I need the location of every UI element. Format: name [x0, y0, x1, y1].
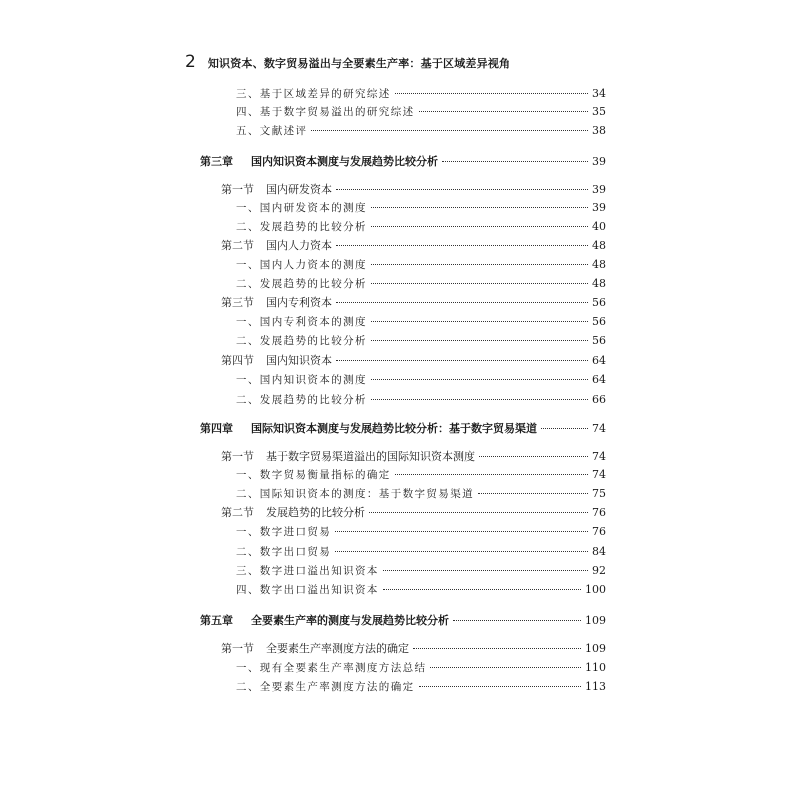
dot-leader	[336, 360, 588, 361]
toc-subsection-entry	[236, 583, 606, 597]
dot-leader	[371, 399, 588, 400]
dot-leader	[371, 379, 588, 380]
toc-entry-label	[236, 258, 367, 272]
toc-page-number: 75	[592, 487, 606, 500]
toc-entry-number: 第一节	[221, 450, 254, 463]
toc-page-number: 56	[592, 296, 606, 309]
toc-entry-title: 国际知识资本测度与发展趋势比较分析：基于数字贸易渠道	[251, 422, 537, 435]
toc-section-entry	[221, 354, 606, 368]
toc-entry-title: 二、全要素生产率测度方法的确定	[236, 681, 415, 693]
toc-subsection-entry	[236, 105, 606, 119]
toc-page-number: 76	[592, 525, 606, 538]
dot-leader	[453, 620, 581, 621]
toc-page-number: 48	[592, 239, 606, 252]
toc-entry-title: 二、发展趋势的比较分析	[236, 278, 367, 290]
toc-entry-title: 基于数字贸易渠道溢出的国际知识资本测度	[266, 450, 475, 463]
toc-page-number: 48	[592, 277, 606, 290]
toc-subsection-entry	[236, 315, 606, 329]
dot-leader	[369, 512, 588, 513]
toc-entry-label	[221, 450, 475, 464]
toc-page-number: 56	[592, 315, 606, 328]
dot-leader	[383, 589, 581, 590]
toc-subsection-entry	[236, 487, 606, 501]
toc-subsection-entry	[236, 277, 606, 291]
toc-entry-label	[236, 334, 367, 348]
toc-entry-title: 四、基于数字贸易溢出的研究综述	[236, 106, 415, 118]
toc-page-number: 74	[592, 468, 606, 481]
toc-page-number: 109	[585, 642, 606, 655]
toc-entry-label	[236, 487, 474, 501]
toc-entry-label	[236, 583, 379, 597]
dot-leader	[383, 570, 588, 571]
dot-leader	[311, 130, 588, 131]
toc-page-number: 84	[592, 545, 606, 558]
dot-leader	[395, 474, 588, 475]
toc-subsection-entry	[236, 258, 606, 272]
dot-leader	[419, 111, 589, 112]
toc-entry-label	[200, 422, 537, 436]
toc-entry-title: 国内专利资本	[266, 296, 332, 309]
toc-chapter-entry	[200, 614, 606, 628]
toc-entry-label	[221, 296, 332, 310]
toc-page-number: 109	[585, 614, 606, 627]
toc-entry-label	[236, 661, 426, 675]
dot-leader	[371, 283, 588, 284]
toc-entry-label	[236, 105, 415, 119]
toc-page-number: 113	[585, 680, 606, 693]
toc-section-entry	[221, 642, 606, 656]
toc-subsection-entry	[236, 680, 606, 694]
toc-entry-number: 第二节	[221, 239, 254, 252]
dot-leader	[395, 93, 588, 94]
toc-page-number: 74	[592, 450, 606, 463]
toc-chapter-entry	[200, 422, 606, 436]
dot-leader	[371, 207, 588, 208]
toc-entry-title: 全要素生产率测度方法的确定	[266, 642, 409, 655]
toc-entry-title: 一、国内知识资本的测度	[236, 374, 367, 386]
toc-section-entry	[221, 239, 606, 253]
toc-entry-label	[236, 201, 367, 215]
toc-entry-title: 二、数字出口贸易	[236, 546, 332, 558]
toc-entry-title: 一、现有全要素生产率测度方法总结	[236, 662, 427, 674]
dot-leader	[479, 456, 588, 457]
toc-entry-number: 第三章	[200, 155, 233, 168]
toc-entry-label	[221, 239, 332, 253]
dot-leader	[335, 531, 588, 532]
dot-leader	[442, 161, 588, 162]
dot-leader	[335, 551, 588, 552]
toc-page-number: 38	[592, 124, 606, 137]
toc-entry-number: 第三节	[221, 296, 254, 309]
toc-entry-title: 二、发展趋势的比较分析	[236, 335, 367, 347]
toc-entry-label	[221, 354, 332, 368]
toc-page-number: 56	[592, 334, 606, 347]
toc-entry-title: 国内知识资本测度与发展趋势比较分析	[251, 155, 438, 168]
toc-page-number: 100	[585, 583, 606, 596]
toc-entry-title: 全要素生产率的测度与发展趋势比较分析	[251, 614, 449, 627]
toc-subsection-entry	[236, 661, 606, 675]
toc-subsection-entry	[236, 124, 606, 138]
toc-entry-label	[236, 315, 367, 329]
toc-entry-title: 一、数字贸易衡量指标的确定	[236, 469, 391, 481]
toc-section-entry	[221, 183, 606, 197]
toc-entry-label	[236, 564, 379, 578]
toc-entry-title: 一、国内专利资本的测度	[236, 316, 367, 328]
dot-leader	[336, 302, 588, 303]
toc-entry-label	[221, 183, 332, 197]
toc-subsection-entry	[236, 87, 606, 101]
toc-page-number: 39	[592, 183, 606, 196]
dot-leader	[430, 667, 581, 668]
toc-subsection-entry	[236, 334, 606, 348]
toc-entry-title: 二、发展趋势的比较分析	[236, 394, 367, 406]
toc-page-number: 92	[592, 564, 606, 577]
toc-entry-title: 四、数字出口溢出知识资本	[236, 584, 379, 596]
dot-leader	[336, 245, 588, 246]
toc-entry-label	[200, 614, 449, 628]
toc-subsection-entry	[236, 201, 606, 215]
toc-entry-label	[236, 220, 367, 234]
toc-page-number: 48	[592, 258, 606, 271]
toc-entry-label	[236, 124, 307, 138]
page-number: 2	[185, 52, 196, 72]
toc-page-number: 66	[592, 393, 606, 406]
toc-page-number: 34	[592, 87, 606, 100]
toc-entry-number: 第四章	[200, 422, 233, 435]
toc-page-number: 74	[592, 422, 606, 435]
toc-entry-label	[236, 277, 367, 291]
dot-leader	[371, 264, 588, 265]
dot-leader	[371, 321, 588, 322]
dot-leader	[541, 428, 588, 429]
toc-entry-title: 一、国内研发资本的测度	[236, 202, 367, 214]
toc-entry-label	[236, 680, 415, 694]
toc-page-number: 64	[592, 373, 606, 386]
toc-chapter-entry	[200, 155, 606, 169]
dot-leader	[336, 189, 588, 190]
toc-entry-label	[200, 155, 438, 169]
toc-entry-title: 国内研发资本	[266, 183, 332, 196]
toc-page-number: 35	[592, 105, 606, 118]
toc-entry-label	[221, 506, 365, 520]
toc-subsection-entry	[236, 564, 606, 578]
toc-subsection-entry	[236, 545, 606, 559]
toc-entry-label	[236, 468, 391, 482]
toc-entry-title: 二、国际知识资本的测度：基于数字贸易渠道	[236, 488, 474, 500]
toc-page-number: 39	[592, 155, 606, 168]
toc-entry-title: 三、数字进口溢出知识资本	[236, 565, 379, 577]
toc-subsection-entry	[236, 525, 606, 539]
toc-subsection-entry	[236, 468, 606, 482]
toc-entry-label	[236, 545, 331, 559]
dot-leader	[371, 340, 588, 341]
toc-entry-title: 三、基于区域差异的研究综述	[236, 88, 391, 100]
toc-entry-number: 第五章	[200, 614, 233, 627]
toc-entry-label	[236, 393, 367, 407]
toc-entry-number: 第一节	[221, 642, 254, 655]
toc-entry-title: 二、发展趋势的比较分析	[236, 221, 367, 233]
toc-entry-title: 一、数字进口贸易	[236, 526, 332, 538]
toc-entry-title: 发展趋势的比较分析	[266, 506, 365, 519]
toc-entry-label	[221, 642, 409, 656]
toc-page-number: 64	[592, 354, 606, 367]
toc-entry-title: 国内人力资本	[266, 239, 332, 252]
toc-page-number: 76	[592, 506, 606, 519]
toc-entry-title: 国内知识资本	[266, 354, 332, 367]
dot-leader	[478, 493, 588, 494]
toc-entry-title: 五、文献述评	[236, 125, 308, 137]
toc-section-entry	[221, 296, 606, 310]
toc-section-entry	[221, 506, 606, 520]
running-title: 知识资本、数字贸易溢出与全要素生产率：基于区域差异视角	[207, 57, 511, 70]
toc-page-number: 40	[592, 220, 606, 233]
toc-page-number: 39	[592, 201, 606, 214]
toc-subsection-entry	[236, 393, 606, 407]
toc-entry-title: 一、国内人力资本的测度	[236, 259, 367, 271]
toc-entry-number: 第四节	[221, 354, 254, 367]
toc-page-number: 110	[585, 661, 606, 674]
toc-subsection-entry	[236, 220, 606, 234]
toc-entry-label	[236, 87, 391, 101]
dot-leader	[413, 648, 581, 649]
toc-entry-number: 第一节	[221, 183, 254, 196]
toc-entry-number: 第二节	[221, 506, 254, 519]
toc-entry-label	[236, 525, 331, 539]
toc-section-entry	[221, 450, 606, 464]
toc-subsection-entry	[236, 373, 606, 387]
dot-leader	[371, 226, 588, 227]
dot-leader	[419, 686, 582, 687]
toc-entry-label	[236, 373, 367, 387]
